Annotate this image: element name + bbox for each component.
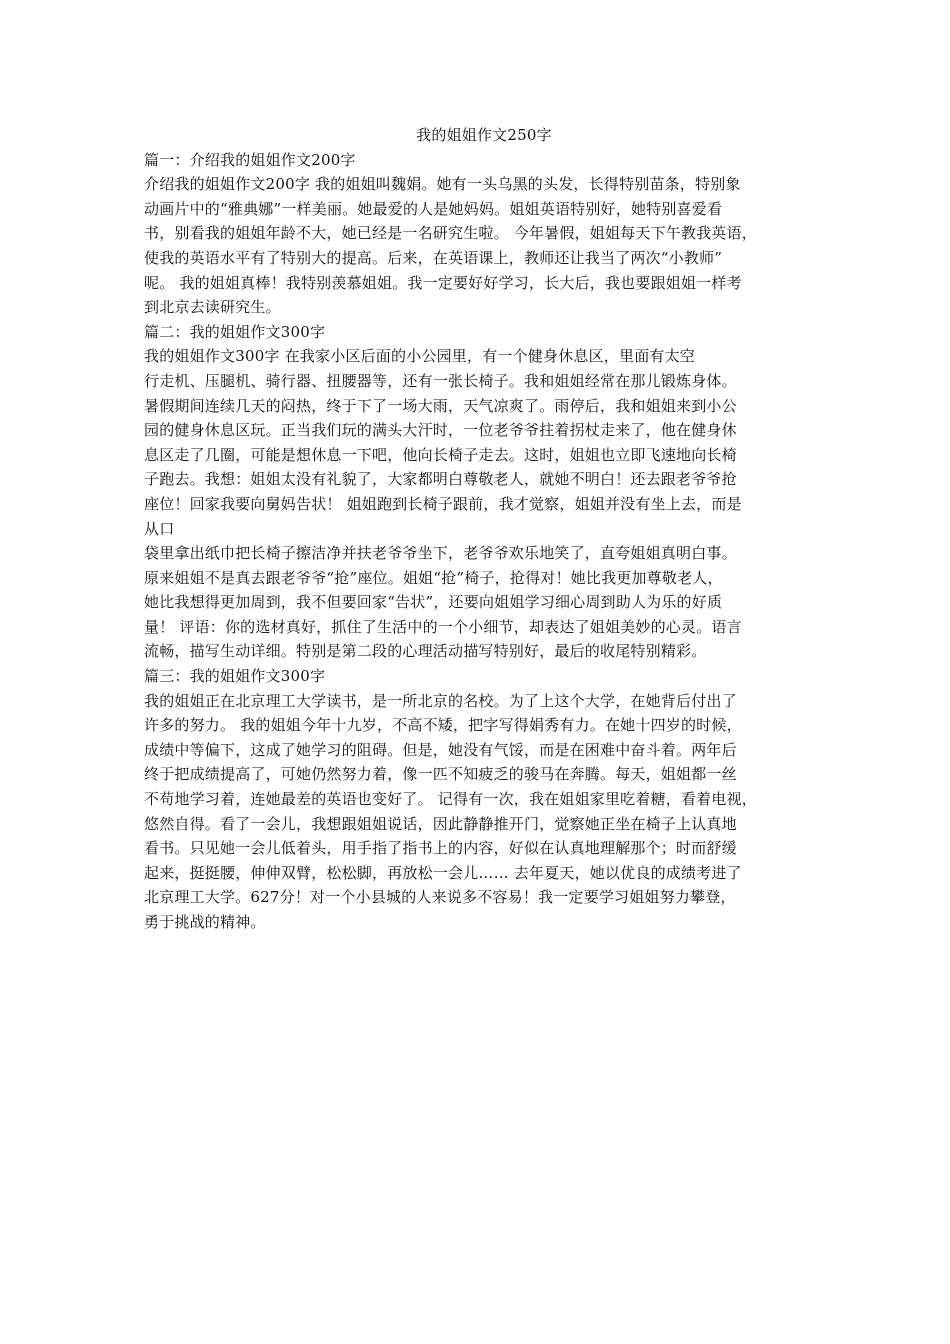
text-line: 篇三：我的姐姐作文300字 bbox=[144, 667, 326, 686]
text-line: 流畅，描写生动详细。特别是第二段的心理活动描写特别好，最后的收尾特别精彩。 bbox=[144, 642, 707, 661]
text-line: 从口 bbox=[144, 519, 175, 538]
text-line: 我的姐姐正在北京理工大学读书，是一所北京的名校。为了上这个大学，在她背后付出了 bbox=[144, 691, 737, 710]
text-line: 勇于挑战的精神。 bbox=[144, 913, 266, 931]
text-line: 到北京去读研究生。 bbox=[144, 298, 281, 317]
text-line: 书，别看我的姐姐年龄不大，她已经是一名研究生啦。 今年暑假，姐姐每天下午教我英语， bbox=[144, 224, 757, 243]
text-line: 看书。只见她一会儿低着头，用手指了指书上的内容，好似在认真地理解那个；时而舒缓 bbox=[144, 839, 737, 858]
text-line: 原来姐姐不是真去跟老爷爷“抢”座位。姐姐“抢”椅子，抢得对！她比我更加尊敬老人， bbox=[144, 568, 723, 587]
text-line: 她比我想得更加周到，我不但要回家“告状”，还要向姐姐学习细心周到助人为乐的好质 bbox=[144, 593, 723, 612]
text-line: 动画片中的“雅典娜”一样美丽。她最爱的人是她妈妈。姐姐英语特别好，她特别喜爱看 bbox=[144, 199, 723, 218]
text-line: 篇一：介绍我的姐姐作文200字 bbox=[144, 150, 356, 169]
text-line: 行走机、压腿机、骑行器、扭腰器等，还有一张长椅子。我和姐姐经常在那儿锻炼身体。 bbox=[144, 371, 737, 390]
text-line: 座位！回家我要向舅妈告状！ 姐姐跑到长椅子跟前，我才觉察，姐姐并没有坐上去，而是 bbox=[144, 494, 742, 513]
text-line: 袋里拿出纸巾把长椅子擦洁净并扶老爷爷坐下，老爷爷欢乐地笑了，直夸姐姐真明白事。 bbox=[144, 544, 737, 563]
text-line: 暑假期间连续几天的闷热，终于下了一场大雨，天气凉爽了。雨停后，我和姐姐来到小公 bbox=[144, 396, 737, 415]
text-line: 成绩中等偏下，这成了她学习的阻碍。但是，她没有气馁，而是在困难中奋斗着。两年后 bbox=[144, 740, 737, 759]
text-line: 子跑去。我想：姐姐太没有礼貌了，大家都明白尊敬老人，就她不明白！还去跟老爷爷抢 bbox=[144, 470, 737, 489]
text-line: 篇二：我的姐姐作文300字 bbox=[144, 322, 326, 341]
text-line: 起来，挺挺腰，伸伸双臂，松松脚，再放松一会儿…… 去年夏天，她以优良的成绩考进了 bbox=[144, 863, 742, 882]
text-line: 终于把成绩提高了，可她仍然努力着，像一匹不知疲乏的骏马在奔腾。每天，姐姐都一丝 bbox=[144, 765, 737, 784]
text-line: 不苟地学习着，连她最差的英语也变好了。 记得有一次，我在姐姐家里吃着糖，看着电视， bbox=[144, 790, 757, 809]
text-line: 呢。 我的姐姐真棒！我特别羡慕姐姐。我一定要好好学习，长大后，我也要跟姐姐一样考 bbox=[144, 273, 742, 292]
document-title: 我的姐姐作文250字 bbox=[416, 126, 552, 144]
text-line: 园的健身休息区玩。正当我们玩的满头大汗时，一位老爷爷拄着拐杖走来了，他在健身休 bbox=[144, 421, 737, 440]
text-line: 息区走了几圈，可能是想休息一下吧，他向长椅子走去。这时，姐姐也立即飞速地向长椅 bbox=[144, 445, 737, 464]
document-text bbox=[144, 148, 824, 935]
text-line: 量！ 评语：你的选材真好，抓住了生活中的一个小细节，却表达了姐姐美妙的心灵。语言 bbox=[144, 617, 742, 636]
document-body bbox=[144, 123, 824, 935]
text-line: 我的姐姐作文300字 在我家小区后面的小公园里，有一个健身休息区，里面有太空 bbox=[144, 347, 696, 366]
text-line: 介绍我的姐姐作文200字 我的姐姐叫魏娟。她有一头乌黑的头发，长得特别苗条，特别象 bbox=[144, 175, 741, 194]
text-line: 使我的英语水平有了特别大的提高。后来，在英语课上，教师还让我当了两次“小教师” bbox=[144, 248, 723, 267]
text-line: 悠然自得。看了一会儿，我想跟姐姐说话，因此静静推开门，觉察她正坐在椅子上认真地 bbox=[144, 814, 737, 833]
text-line: 许多的努力。 我的姐姐今年十九岁，不高不矮，把字写得娟秀有力。在她十四岁的时候， bbox=[144, 716, 742, 735]
text-line: 北京理工大学。627分！对一个小县城的人来说多不容易！我一定要学习姐姐努力攀登， bbox=[144, 888, 736, 907]
